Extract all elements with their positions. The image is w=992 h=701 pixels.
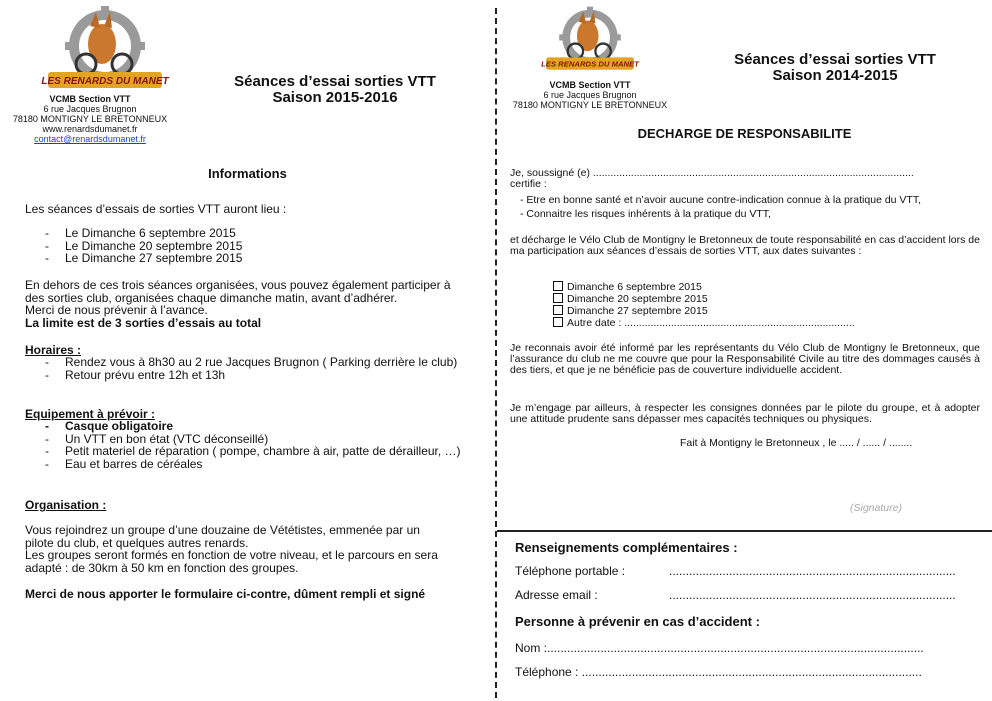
insurance-paragraph: Je reconnais avoir été informé par les représentants du Vélo Club de Montigny le Bretonneux, que l’assurance du club ne me couvre que pour la Responsabilité Civile au titre des dommages causés à des tiers, et que je ne bénéficie pas de couverture individuelle accident. <box>510 342 980 376</box>
renseignements-heading: Renseignements complémentaires : <box>515 540 738 555</box>
organisation-heading: Organisation : <box>25 498 107 512</box>
list-item: - Rendez vous à 8h30 au 2 rue Jacques Brugnon ( Parking derrière le club) <box>25 356 475 369</box>
paragraph-line: des sorties club, organisées chaque dimanche matin, avant d’adhérer. <box>25 290 398 305</box>
checkbox-icon[interactable] <box>553 293 563 303</box>
list-item: - Le Dimanche 6 septembre 2015 <box>25 227 485 240</box>
checkbox-icon[interactable] <box>553 281 563 291</box>
title-line1: Séances d’essai sorties VTT <box>734 51 936 68</box>
list-item: - Petit materiel de réparation ( pompe, chambre à air, patte de dérailleur, …) <box>25 445 475 458</box>
decharge-heading: DECHARGE DE RESPONSABILITE <box>637 126 852 141</box>
date-checkbox-other[interactable] <box>553 317 953 329</box>
club-name: VCMB Section VTT <box>549 80 631 90</box>
checkbox-label: Autre date : ............................................................................... <box>567 317 855 329</box>
list-item: - Etre en bonne santé et n’avoir aucune contre-indication connue à la pratique du VTT, <box>520 194 922 206</box>
intro-text: Les séances d’essais de sorties VTT auront lieu : <box>25 202 287 216</box>
tel-portable-row <box>515 564 975 578</box>
club-address <box>10 94 170 144</box>
club-email-link[interactable]: contact@renardsdumanet.fr <box>34 134 146 144</box>
list-item: - Casque obligatoire <box>25 420 475 433</box>
signature-placeholder[interactable]: (Signature) <box>850 502 902 514</box>
organisation-paragraph <box>25 524 490 574</box>
paragraph-line: Les groupes seront formés en fonction de votre niveau, et le parcours en sera <box>25 548 438 562</box>
email-field[interactable]: ...................................................................................... <box>669 588 956 602</box>
paragraph-line: En dehors de ces trois séances organisées, vous pouvez également participer à <box>25 278 451 292</box>
club-address-right <box>510 80 670 110</box>
club-street: 6 rue Jacques Brugnon <box>543 90 637 100</box>
telephone-field[interactable]: Téléphone : ...................................................................................................... <box>515 665 922 679</box>
list-item: - Un VTT en bon état (VTC déconseillé) <box>25 433 475 446</box>
list-item: - Connaitre les risques inhérents à la pratique du VTT, <box>520 208 771 220</box>
engagement-paragraph: Je m’engage par ailleurs, à respecter les consignes données par le pilote du groupe, et à adopter une attitude prudente sans dépasser mes capacités techniques ou physiques. <box>510 402 980 425</box>
date-checkbox-3[interactable] <box>553 305 953 317</box>
soussigne-line[interactable]: Je, soussigné (e) .............................................................................................................. <box>510 167 914 179</box>
checkbox-icon[interactable] <box>553 305 563 315</box>
page-title-right <box>690 52 980 84</box>
club-logo-right <box>540 6 640 78</box>
info-heading: Informations <box>208 166 287 181</box>
club-city: 78180 MONTIGNY LE BRETONNEUX <box>512 100 668 110</box>
list-item: - Eau et barres de céréales <box>25 458 475 471</box>
title-line2: Saison 2015-2016 <box>272 89 398 106</box>
paragraph-line: adapté : de 30km à 50 km en fonction des groupes. <box>25 560 299 575</box>
svg-text:LES RENARDS DU MANET: LES RENARDS DU MANET <box>41 76 169 87</box>
email-label: Adresse email : <box>515 588 598 602</box>
dates-checklist <box>553 281 953 329</box>
soussigne-field <box>510 168 980 190</box>
paragraph-line: pilote du club, et quelques autres renards. <box>25 535 249 550</box>
nom-field[interactable]: Nom :................................................................................................................. <box>515 641 924 655</box>
prevenir-heading: Personne à prévenir en cas d’accident : <box>515 614 760 629</box>
svg-text:LES RENARDS DU MANET: LES RENARDS DU MANET <box>541 59 639 69</box>
paragraph-line: Merci de nous prévenir à l’avance. <box>25 303 208 317</box>
tel-portable-field[interactable]: ...................................................................................... <box>669 564 956 578</box>
list-item: - Le Dimanche 20 septembre 2015 <box>25 240 485 253</box>
email-row <box>515 588 975 602</box>
club-street: 6 rue Jacques Brugnon <box>43 104 137 114</box>
paragraph-line: Vous rejoindrez un groupe d’une douzaine de Vététistes, emmenée par un <box>25 523 420 537</box>
club-website[interactable]: www.renardsdumanet.fr <box>42 124 138 134</box>
date-checkbox-1[interactable] <box>553 281 953 293</box>
date-place-field[interactable]: Fait à Montigny le Bretonneux , le ..... / ...... / ........ <box>680 437 913 449</box>
checkbox-icon[interactable] <box>553 317 563 327</box>
club-name: VCMB Section VTT <box>49 94 131 104</box>
tel-portable-label: Téléphone portable : <box>515 564 626 578</box>
page-title <box>190 74 480 106</box>
list-item: - Le Dimanche 27 septembre 2015 <box>25 252 485 265</box>
certifie-label: certifie : <box>510 178 547 190</box>
closing-text: Merci de nous apporter le formulaire ci-contre, dûment rempli et signé <box>25 587 426 601</box>
date-checkbox-2[interactable] <box>553 293 953 305</box>
title-line2: Saison 2014-2015 <box>772 67 898 84</box>
cut-line-vertical <box>495 8 497 698</box>
horaires-heading: Horaires : <box>25 343 82 357</box>
horaires-list <box>25 356 475 381</box>
checkbox-label: Dimanche 20 septembre 2015 <box>567 293 708 305</box>
title-line1: Séances d’essai sorties VTT <box>234 73 436 90</box>
checkbox-label: Dimanche 6 septembre 2015 <box>567 281 702 293</box>
club-logo <box>40 6 170 98</box>
decharge-paragraph: et décharge le Vélo Club de Montigny le Bretonneux de toute responsabilité en cas d’accident lors de ma participation aux séances d’essais de sorties VTT, aux dates suivantes : <box>510 234 980 257</box>
equipment-list <box>25 420 475 470</box>
club-city: 78180 MONTIGNY LE BRETONNEUX <box>12 114 168 124</box>
list-item: - Retour prévu entre 12h et 13h <box>25 369 475 382</box>
equipment-heading: Equipement à prévoir : <box>25 407 156 421</box>
section-divider <box>497 530 992 532</box>
participation-paragraph <box>25 279 490 329</box>
limit-text: La limite est de 3 sorties d’essais au total <box>25 315 262 330</box>
dates-list <box>25 227 485 265</box>
checkbox-label: Dimanche 27 septembre 2015 <box>567 305 708 317</box>
certification-list <box>520 193 985 221</box>
